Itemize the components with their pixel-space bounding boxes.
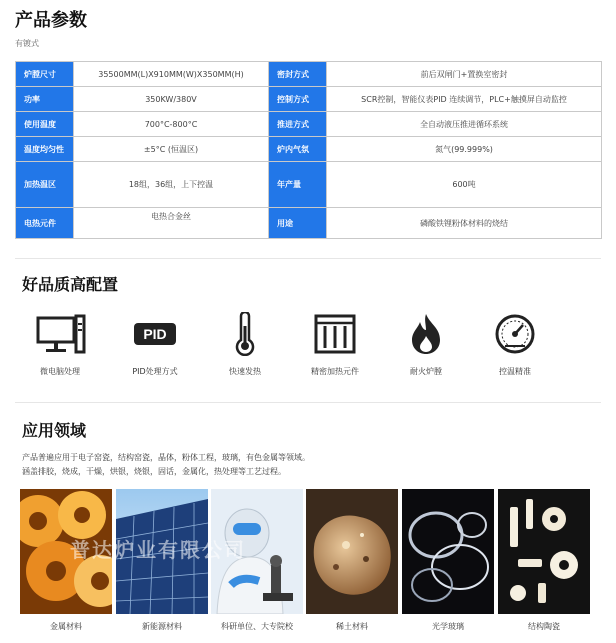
param-key: 推进方式 (269, 112, 327, 137)
param-value: 35500MM(L)X910MM(W)X350MM(H) (74, 62, 269, 87)
computer-icon (34, 312, 86, 356)
param-value: 700°C-800°C (74, 112, 269, 137)
config-features (15, 312, 601, 384)
param-key: 炉膛尺寸 (16, 62, 74, 87)
param-key: 控制方式 (269, 87, 327, 112)
param-value: 600吨 (327, 162, 602, 208)
feature-item (470, 312, 560, 377)
watermark: 普达炉业有限公司 (70, 538, 246, 562)
table-row (16, 137, 602, 162)
feature-item (110, 312, 200, 377)
divider (15, 402, 601, 403)
thermometer-icon (219, 312, 271, 356)
feature-label: 耐火炉膛 (410, 367, 442, 376)
page-subtitle: 有镀式 (15, 39, 39, 48)
application-description (22, 451, 310, 479)
feature-label: 微电脑处理 (40, 367, 80, 376)
param-key: 使用温度 (16, 112, 74, 137)
tile-image-structural-ceramics (498, 489, 590, 614)
tile-image-rare-earth (306, 489, 398, 614)
param-key: 温度均匀性 (16, 137, 74, 162)
feature-label: 快速发热 (229, 367, 261, 376)
tile-label: 稀土材料 (336, 622, 368, 631)
feature-item (290, 312, 380, 377)
application-title: 应用领域 (22, 421, 87, 440)
gauge-icon (489, 312, 541, 356)
feature-item (381, 312, 471, 377)
svg-text:PID: PID (143, 326, 167, 342)
table-row (16, 87, 602, 112)
heating-element-icon (309, 312, 361, 356)
table-row (16, 62, 602, 87)
param-key: 密封方式 (269, 62, 327, 87)
config-title: 好品质高配置 (22, 275, 119, 294)
param-value: 氮气(99.999%) (327, 137, 602, 162)
param-value: 前后双闸门+置换室密封 (327, 62, 602, 87)
param-key: 年产量 (269, 162, 327, 208)
param-key: 加热温区 (16, 162, 74, 208)
tile-label: 金属材料 (50, 622, 82, 631)
param-key: 功率 (16, 87, 74, 112)
feature-label: 精密加热元件 (311, 367, 359, 376)
fire-icon (400, 312, 452, 356)
table-row (16, 162, 602, 208)
param-value: 18组，36组，上下控温 (74, 162, 269, 208)
param-value: 350KW/380V (74, 87, 269, 112)
feature-item (15, 312, 105, 377)
pid-icon (129, 312, 181, 356)
param-value: 磷酸铁锂粉体材料的烧结 (327, 208, 602, 239)
page-title: 产品参数 (15, 10, 87, 31)
table-row (16, 208, 602, 239)
feature-label: PID处理方式 (132, 367, 178, 376)
divider (15, 258, 601, 259)
param-value: 全自动液压推进循环系统 (327, 112, 602, 137)
tile-label: 结构陶瓷 (528, 622, 560, 631)
param-value: ±5°C (恒温区) (74, 137, 269, 162)
param-value: 电热合金丝 (74, 208, 269, 239)
tile-label: 科研单位、大专院校 (221, 622, 293, 631)
table-row (16, 112, 602, 137)
feature-item (200, 312, 290, 377)
param-key: 炉内气氛 (269, 137, 327, 162)
tile-image-optical-glass (402, 489, 494, 614)
description-line: 涵盖排胶，烧成，干燥，烘银，烧银，固话，金属化，热处理等工艺过程。 (22, 467, 286, 476)
tile-label: 新能源材料 (142, 622, 182, 631)
tile-label: 光学玻璃 (432, 622, 464, 631)
feature-label: 控温精准 (499, 367, 531, 376)
param-value: SCR控制，智能仪表PID 连续调节，PLC+触摸屏自动监控 (327, 87, 602, 112)
param-key: 用途 (269, 208, 327, 239)
param-key: 电热元件 (16, 208, 74, 239)
params-table (15, 61, 602, 239)
description-line: 产品普遍应用于电子窑瓷，结构窑瓷，晶体，粉体工程，玻璃，有色金属等领域。 (22, 453, 310, 462)
